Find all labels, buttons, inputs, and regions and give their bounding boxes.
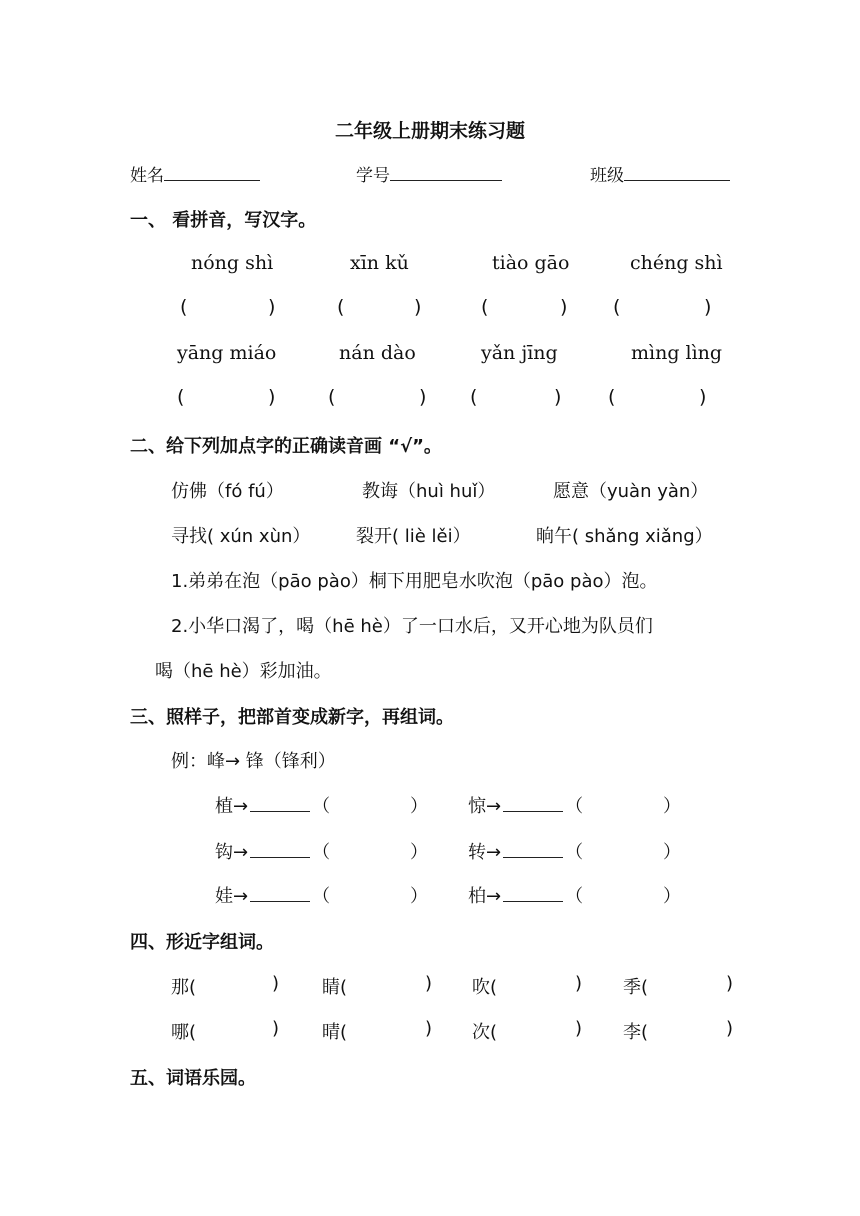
radical-char: 植→ [215, 796, 249, 817]
pinyin-item: yǎn jīng [481, 342, 558, 364]
answer-close-paren: ) [419, 386, 427, 408]
radical-item [468, 882, 583, 908]
radical-item [468, 838, 583, 864]
answer-open-paren: ( [608, 386, 616, 408]
radical-char: 转→ [468, 842, 502, 863]
reading-choice: 裂开( liè lěi） [356, 526, 471, 547]
reading-choice: 晌午( shǎng xiǎng） [536, 526, 713, 547]
close-paren: ) [272, 1018, 280, 1039]
similar-char: 李( [623, 1022, 649, 1043]
class-field [590, 161, 730, 186]
answer-close-paren: ) [560, 296, 568, 318]
answer-open-paren: ( [328, 386, 336, 408]
pinyin-item: nán dào [339, 342, 416, 364]
close-paren: ） [663, 842, 681, 863]
new-char-blank[interactable] [250, 883, 310, 902]
close-paren: ） [663, 796, 681, 817]
radical-char: 惊→ [468, 796, 502, 817]
similar-char: 季( [623, 977, 649, 998]
close-paren: ） [410, 842, 428, 863]
radical-item [468, 792, 583, 818]
student-id-field [356, 161, 502, 186]
pinyin-item: chéng shì [630, 252, 723, 274]
name-field [130, 161, 260, 186]
open-paren: （ [312, 886, 331, 907]
answer-close-paren: ) [268, 386, 276, 408]
new-char-blank[interactable] [503, 839, 563, 858]
radical-item [215, 882, 330, 908]
radical-item [215, 792, 330, 818]
open-paren: （ [565, 796, 584, 817]
pinyin-item: nóng shì [191, 252, 274, 274]
close-paren: ) [726, 1018, 734, 1039]
close-paren: ） [663, 886, 681, 907]
new-char-blank[interactable] [250, 839, 310, 858]
answer-open-paren: ( [337, 296, 345, 318]
answer-open-paren: ( [470, 386, 478, 408]
similar-char: 那( [171, 977, 197, 998]
new-char-blank[interactable] [250, 793, 310, 812]
pinyin-item: yāng miáo [177, 342, 277, 364]
reading-choice: 愿意（yuàn yàn） [553, 481, 709, 502]
close-paren: ) [272, 973, 280, 994]
answer-close-paren: ) [268, 296, 276, 318]
reading-sentence-continued: 喝（hē hè）彩加油。 [155, 661, 332, 682]
radical-char: 柏→ [468, 886, 502, 907]
close-paren: ) [575, 973, 583, 994]
answer-open-paren: ( [613, 296, 621, 318]
reading-sentence: 2.小华口渴了，喝（hē hè）了一口水后，又开心地为队员们 [171, 616, 653, 637]
radical-item [215, 838, 330, 864]
close-paren: ） [410, 796, 428, 817]
similar-char: 晴( [322, 1022, 348, 1043]
reading-sentence: 1.弟弟在泡（pāo pào）桐下用肥皂水吹泡（pāo pào）泡。 [171, 571, 658, 592]
radical-char: 娃→ [215, 886, 249, 907]
close-paren: ) [726, 973, 734, 994]
close-paren: ) [425, 1018, 433, 1039]
section-2-heading: 二、给下列加点字的正确读音画 “√”。 [130, 436, 442, 457]
close-paren: ) [425, 973, 433, 994]
reading-choice: 寻找( xún xùn） [171, 526, 311, 547]
section-1-heading: 一、 看拼音，写汉字。 [130, 210, 317, 231]
class-blank[interactable] [624, 164, 730, 181]
page-title: 二年级上册期末练习题 [334, 120, 525, 142]
similar-char: 哪( [171, 1022, 197, 1043]
section-4-heading: 四、形近字组词。 [130, 932, 274, 953]
pinyin-item: mìng lìng [631, 342, 723, 364]
student-id-blank[interactable] [390, 164, 502, 181]
similar-char: 次( [472, 1022, 498, 1043]
name-label: 姓名 [130, 166, 164, 186]
open-paren: （ [565, 842, 584, 863]
name-blank[interactable] [164, 164, 260, 181]
example-line: 例：峰→ 锋（锋利） [171, 751, 336, 772]
open-paren: （ [565, 886, 584, 907]
answer-open-paren: ( [180, 296, 188, 318]
pinyin-item: tiào gāo [492, 252, 570, 274]
class-label: 班级 [590, 166, 624, 186]
answer-close-paren: ) [704, 296, 712, 318]
close-paren: ) [575, 1018, 583, 1039]
answer-open-paren: ( [177, 386, 185, 408]
similar-char: 吹( [472, 977, 498, 998]
new-char-blank[interactable] [503, 883, 563, 902]
new-char-blank[interactable] [503, 793, 563, 812]
reading-choice: 教诲（huì huǐ） [362, 481, 496, 502]
section-3-heading: 三、照样子，把部首变成新字，再组词。 [130, 707, 454, 728]
answer-open-paren: ( [481, 296, 489, 318]
answer-close-paren: ) [414, 296, 422, 318]
answer-close-paren: ) [699, 386, 707, 408]
similar-char: 睛( [322, 977, 348, 998]
section-5-heading: 五、词语乐园。 [130, 1068, 256, 1089]
student-id-label: 学号 [356, 166, 390, 186]
pinyin-item: xīn kǔ [350, 252, 409, 274]
radical-char: 钩→ [215, 842, 249, 863]
answer-close-paren: ) [554, 386, 562, 408]
open-paren: （ [312, 796, 331, 817]
reading-choice: 仿佛（fó fú） [171, 481, 284, 502]
close-paren: ） [410, 886, 428, 907]
open-paren: （ [312, 842, 331, 863]
